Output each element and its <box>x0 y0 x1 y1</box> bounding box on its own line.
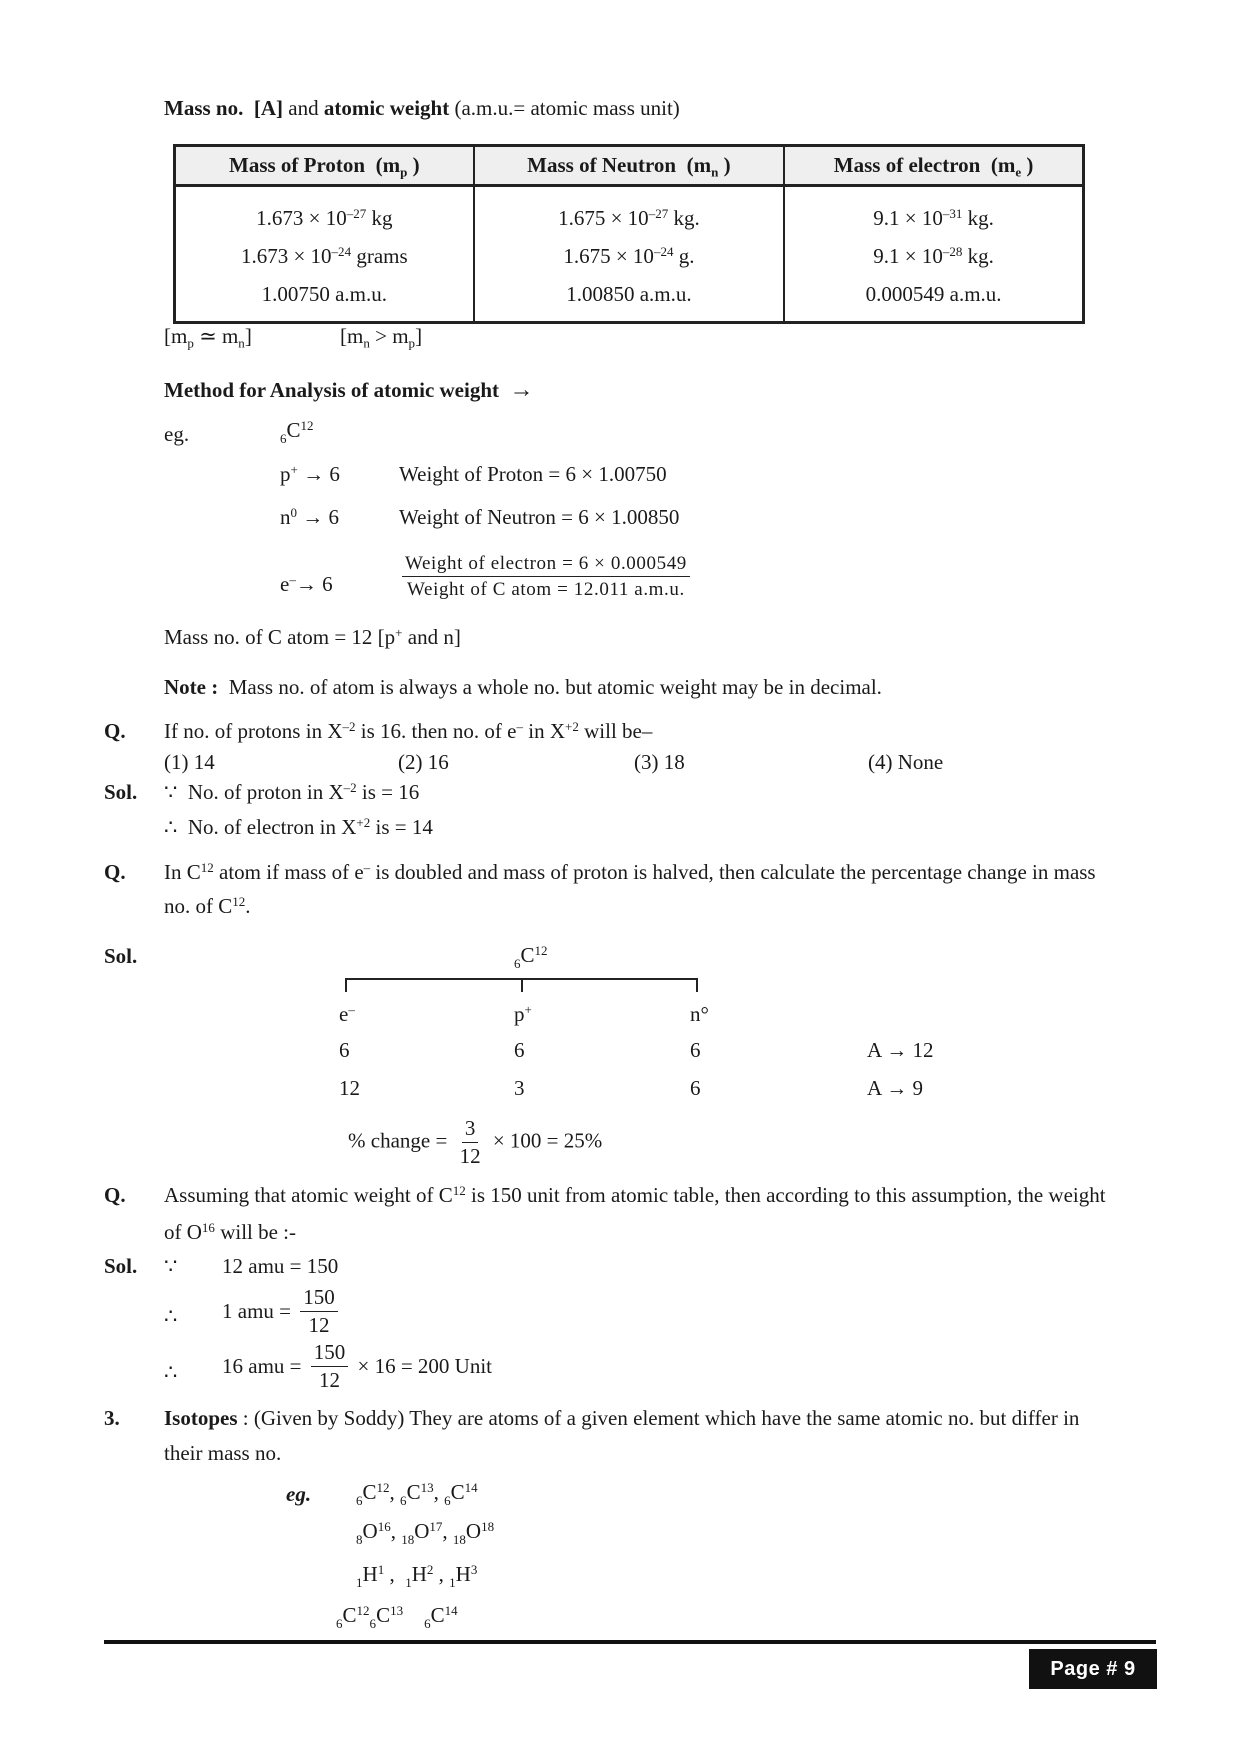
q3-sol-label: Sol. <box>104 1254 138 1278</box>
proton-weight: Weight of Proton = 6 × 1.00750 <box>399 462 667 486</box>
electron-count: e–→ 6 <box>280 571 333 596</box>
heading-mass-no: Mass no. <box>164 96 244 120</box>
method-eg: eg. <box>164 422 190 446</box>
q2-label: Q. <box>104 860 126 884</box>
q3-sol-because: ∵ <box>164 1254 178 1278</box>
isotope-c14: $_6C^{14}$ <box>444 1479 478 1508</box>
q1-option-4: (4) None <box>868 750 944 774</box>
q1-option-2: (2) 16 <box>398 750 449 774</box>
page-number: Page # 9 <box>1029 1649 1157 1689</box>
q1-label: Q. <box>104 719 126 743</box>
q2-row1-neutron: 6 <box>690 1038 701 1062</box>
q1-option-1: (1) 14 <box>164 750 215 774</box>
electron-weight-line: Weight of electron = 6 × 0.000549 <box>402 554 690 577</box>
isotopes-carbon-row: $_6C^{12}$, $_6C^{13}$, $_6C^{14}$ <box>356 1479 478 1508</box>
carbon-weight-line: Weight of C atom = 12.011 a.m.u. <box>407 579 685 600</box>
q2-percent-change: % change = $\frac{3}{12}$ × 100 = 25% <box>348 1116 603 1168</box>
proton-count: p+ → 6 <box>280 461 340 486</box>
method-title: Method for Analysis of atomic weight → <box>164 377 534 403</box>
mass-table <box>173 144 1085 324</box>
heading-and: and <box>288 96 319 120</box>
mass-table-row <box>175 186 1084 323</box>
relation-mn-mp: $[m_n > m_p]$ <box>340 324 423 351</box>
q2-row2-proton: 3 <box>514 1076 525 1100</box>
q2-bracket-tick-right <box>696 978 698 992</box>
q2-col-proton: p+ <box>514 1001 532 1026</box>
isotopes-hydrogen-row: $_1H^1$ , $_1H^2$ , $_1H^3$ <box>356 1561 478 1590</box>
isotope-c13: $_6C^{13}$ <box>400 1479 434 1508</box>
q3-sol-line3: 16 amu = $\frac{150}{12}$ × 16 = 200 Unit <box>222 1340 493 1392</box>
isotopes-number: 3. <box>104 1406 120 1430</box>
isotopes-text-line2: their mass no. <box>164 1441 282 1465</box>
mass-no-c-atom: Mass no. of C atom = 12 [p+ and n] <box>164 624 461 649</box>
footer-divider <box>104 1640 1156 1644</box>
q3-sol-line2: 1 amu = $\frac{150}{12}$ <box>222 1287 342 1336</box>
q2-mass-no-new: A → 9 <box>867 1076 924 1100</box>
neutron-weight: Weight of Neutron = 6 × 1.00850 <box>399 505 680 529</box>
relation-mp-mn: [$m_p$ ≃ $m_n$] <box>164 324 252 351</box>
q2-row2-electron: 12 <box>339 1076 360 1100</box>
proton-values: $1.673 \times 10^{-27}$ kg $1.673 \times 10^{-24}$ grams 1.00750 a.m.u. <box>175 186 474 323</box>
header-electron: Mass of electron ($m_e$ ) <box>784 146 1083 186</box>
q2-row2-neutron: 6 <box>690 1076 701 1100</box>
section-heading <box>164 98 680 119</box>
heading-a: [A] <box>253 96 284 120</box>
q2-mass-no-original: A → 12 <box>867 1038 934 1062</box>
note <box>164 677 882 698</box>
q2-sol-label: Sol. <box>104 944 138 968</box>
isotope-c14-b: $_6C^{14}$ <box>424 1602 458 1631</box>
q3-text-line2: of $O^{16}$ will be :- <box>164 1219 297 1244</box>
isotopes-eg: eg. <box>286 1482 312 1506</box>
q3-sol-therefore1: ∴ <box>164 1304 178 1328</box>
electron-values: $9.1 \times 10^{-31}$ kg. $9.1 \times 10^{-28}$ kg. 0.000549 a.m.u. <box>784 186 1083 323</box>
q3-text-line1: Assuming that atomic weight of $C^{12}$ is 150 unit from atomic table, then according to this assumption, the weight <box>164 1182 1106 1207</box>
note-label: Note : <box>164 675 219 699</box>
q2-bracket-tick-mid <box>521 978 523 992</box>
mass-table-header <box>175 146 1084 186</box>
q3-sol-line1: 12 amu = 150 <box>222 1254 339 1278</box>
isotope-o18: $_{18}O^{18}$ <box>452 1518 495 1547</box>
isotopes-text-line1: Isotopes : (Given by Soddy) They are atoms of a given element which have the same atomic no. but differ in <box>164 1406 1080 1430</box>
header-proton: Mass of Proton ($m_p$ ) <box>175 146 474 186</box>
isotope-c12-b: $_6C^{12}$ <box>336 1602 370 1631</box>
isotope-o16: $_8O^{16}$ <box>356 1518 391 1547</box>
isotope-c13-b: $_6C^{13}$ <box>369 1602 404 1631</box>
q2-bracket-tick-left <box>345 978 347 992</box>
heading-atomic-weight: atomic weight <box>323 96 450 120</box>
isotope-o17: $_{18}O^{17}$ <box>401 1518 443 1547</box>
q3-label: Q. <box>104 1183 126 1207</box>
isotope-h3: $_1H^3$ <box>449 1561 478 1590</box>
neutron-values: $1.675 \times 10^{-27}$ kg. $1.675 \times 10^{-24}$ g. 1.00850 a.m.u. <box>474 186 785 323</box>
q2-col-neutron: n° <box>690 1002 709 1026</box>
isotope-c12: $_6C^{12}$ <box>356 1479 390 1508</box>
q2-carbon-top: $_6C^{12}$ <box>514 942 548 971</box>
q3-sol-therefore2: ∴ <box>164 1360 178 1384</box>
q2-row1-electron: 6 <box>339 1038 350 1062</box>
method-carbon: $_6C^{12}$ <box>280 417 314 446</box>
isotope-h1: $_1H^1$ <box>356 1561 385 1590</box>
q1-sol-line1: ∵ No. of proton in $X^{-2}$ is = 16 <box>164 779 420 804</box>
isotopes-carbon-row-2 <box>336 1602 458 1631</box>
neutron-count: $n^0 \to 6$ <box>280 504 340 529</box>
note-text: Mass no. of atom is always a whole no. but atomic weight may be in decimal. <box>228 675 882 699</box>
heading-amu-note: (a.m.u.= atomic mass unit) <box>454 96 680 120</box>
q2-col-electron: e– <box>339 1001 355 1026</box>
q1-sol-line2: ∴ No. of electron in $X^{+2}$ is = 14 <box>164 814 433 839</box>
isotope-h2: $_1H^2$ <box>405 1561 434 1590</box>
header-neutron: Mass of Neutron ($m_n$ ) <box>474 146 785 186</box>
electron-weight-fraction <box>398 554 694 599</box>
isotopes-oxygen-row: $_8O^{16}$, $_{18}O^{17}$, $_{18}O^{18}$ <box>356 1518 495 1547</box>
q1-option-3: (3) 18 <box>634 750 685 774</box>
isotopes-title: Isotopes <box>164 1406 238 1430</box>
q2-text-line1: In $C^{12}$ atom if mass of e– is doubled and mass of proton is halved, then calculate the percentage change in mass <box>164 859 1096 884</box>
q1-sol-label: Sol. <box>104 780 138 804</box>
q2-row1-proton: 6 <box>514 1038 525 1062</box>
q2-text-line2: no. of $C^{12}$. <box>164 893 251 918</box>
q1-text: If no. of protons in $X^{-2}$ is 16. then no. of e– in $X^{+2}$ will be– <box>164 718 653 743</box>
